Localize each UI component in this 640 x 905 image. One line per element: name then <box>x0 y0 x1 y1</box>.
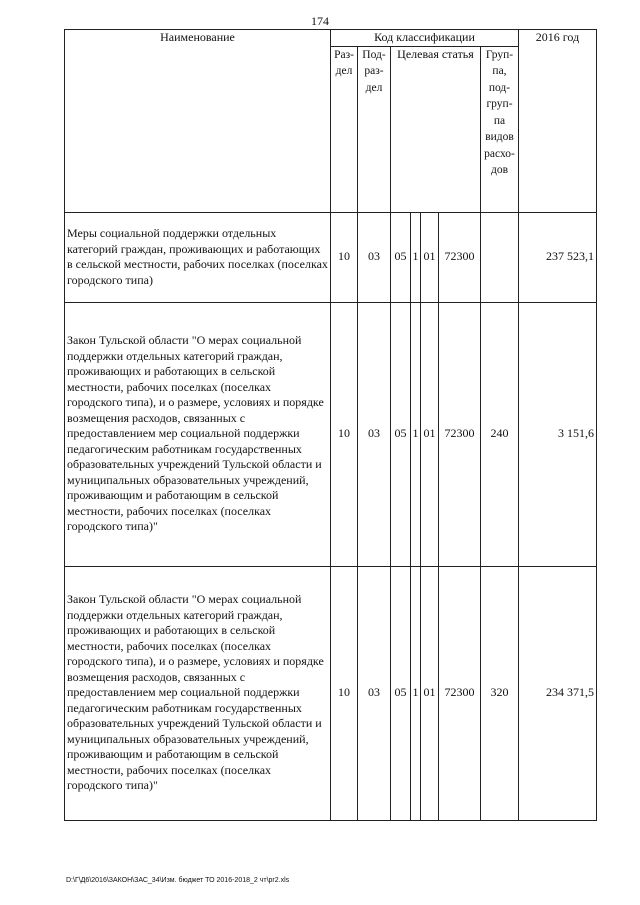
row-target-event: 01 <box>421 302 439 566</box>
row-group: 320 <box>481 566 519 820</box>
row-subsection: 03 <box>358 566 391 820</box>
row-group <box>481 212 519 302</box>
header-year: 2016 год <box>519 30 597 213</box>
row-amount: 3 151,6 <box>519 302 597 566</box>
row-target-program: 05 <box>391 212 411 302</box>
row-target-event: 01 <box>421 212 439 302</box>
row-target-subprogram: 1 <box>411 566 421 820</box>
row-section: 10 <box>331 566 358 820</box>
page-number: 174 <box>311 14 329 28</box>
table-row <box>65 302 597 566</box>
row-target-program: 05 <box>391 566 411 820</box>
budget-table <box>64 29 597 821</box>
row-name: Закон Тульской области "О мерах социальной поддержки отдельных категорий граждан, проживающих и работающих в сельской местности, рабочих поселках (поселках городского типа), и о размере, условиях и порядке возмещения расходов, связанных с предоставлением мер социальной поддержки педагогическим работникам государственных образовательных учреждений Тульской области и муниципальных образовательных учреждений, проживающим и работающим в сельской местности, рабочих поселках (поселках городского типа)" <box>65 566 331 820</box>
row-target-direction: 72300 <box>439 566 481 820</box>
row-group: 240 <box>481 302 519 566</box>
row-subsection: 03 <box>358 212 391 302</box>
header-section: Раз- дел <box>331 46 358 212</box>
row-section: 10 <box>331 212 358 302</box>
row-amount: 234 371,5 <box>519 566 597 820</box>
row-section: 10 <box>331 302 358 566</box>
header-subsection: Под- раз- дел <box>358 46 391 212</box>
row-subsection: 03 <box>358 302 391 566</box>
header-target: Целевая статья <box>391 46 481 212</box>
row-name: Закон Тульской области "О мерах социальной поддержки отдельных категорий граждан, проживающих и работающих в сельской местности, рабочих поселках (поселках городского типа), и о размере, условиях и порядке возмещения расходов, связанных с предоставлением мер социальной поддержки педагогическим работникам государственных образовательных учреждений Тульской области и муниципальных образовательных учреждений, проживающим и работающим в сельской местности, рабочих поселках (поселках городского типа)" <box>65 302 331 566</box>
row-target-subprogram: 1 <box>411 212 421 302</box>
header-code: Код классификации <box>331 30 519 47</box>
row-target-subprogram: 1 <box>411 302 421 566</box>
header-group: Груп- па, под- груп- па видов расхо- дов <box>481 46 519 212</box>
header-name: Наименование <box>65 30 331 213</box>
row-target-direction: 72300 <box>439 212 481 302</box>
row-name: Меры социальной поддержки отдельных категорий граждан, проживающих и работающих в сельской местности, рабочих поселках (поселках городского типа) <box>65 212 331 302</box>
file-path-footer: D:\Г\Д6\2016\ЗАКОН\ЗАС_34\Изм. бюджет ТО 2016-2018_2 чт\pr2.xls <box>66 877 290 884</box>
row-amount: 237 523,1 <box>519 212 597 302</box>
table-row <box>65 212 597 302</box>
row-target-program: 05 <box>391 302 411 566</box>
row-target-event: 01 <box>421 566 439 820</box>
table-row <box>65 566 597 820</box>
row-target-direction: 72300 <box>439 302 481 566</box>
